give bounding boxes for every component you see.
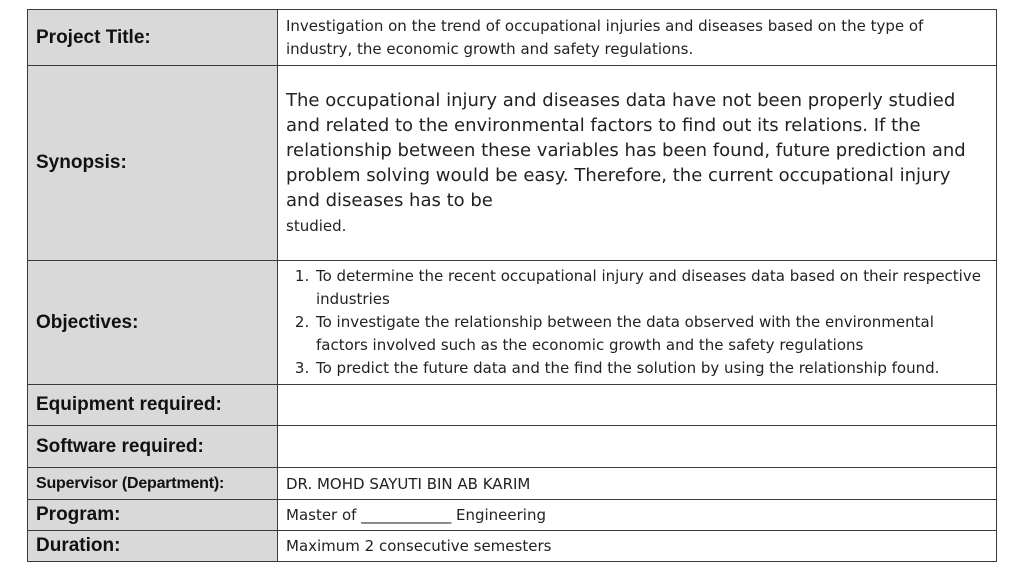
objective-item: 3. To predict the future data and the find the solution by using the relationship found. — [314, 357, 986, 380]
objectives-list — [286, 265, 986, 380]
supervisor-label: Supervisor (Department): — [28, 468, 278, 500]
row-program — [28, 500, 997, 531]
row-software — [28, 426, 997, 468]
project-title-value — [278, 10, 997, 66]
synopsis-label: Synopsis: — [28, 66, 278, 261]
project-title-label: Project Title: — [28, 10, 278, 66]
program-label: Program: — [28, 500, 278, 531]
row-objectives — [28, 261, 997, 385]
program-value: Master of ____________ Engineering — [278, 500, 997, 531]
project-form-table — [27, 9, 997, 562]
objective-item: 1. To determine the recent occupational injury and diseases data based on their respective industries — [314, 265, 986, 311]
software-value — [278, 426, 997, 468]
objective-item: 2. To investigate the relationship between the data observed with the environmental factors involved such as the economic growth and the safety regulations — [314, 311, 986, 357]
synopsis-value — [278, 66, 997, 261]
row-duration — [28, 531, 997, 562]
row-synopsis — [28, 66, 997, 261]
synopsis-body: The occupational injury and diseases data have not been properly studied and related to the environmental factors to find out its relations. If the relationship between these variables has been found, future prediction and problem solving would be easy. Therefore, the current occupational injury and diseases has to be — [286, 89, 966, 211]
equipment-value — [278, 385, 997, 426]
synopsis-text — [286, 88, 986, 239]
row-supervisor — [28, 468, 997, 500]
supervisor-value: DR. MOHD SAYUTI BIN AB KARIM — [278, 468, 997, 500]
software-label: Software required: — [28, 426, 278, 468]
row-equipment — [28, 385, 997, 426]
duration-value: Maximum 2 consecutive semesters — [278, 531, 997, 562]
duration-label: Duration: — [28, 531, 278, 562]
project-title-text: Investigation on the trend of occupational injuries and diseases based on the type of industry, the economic growth and safety regulations. — [286, 16, 924, 58]
equipment-label: Equipment required: — [28, 385, 278, 426]
synopsis-tail: studied. — [286, 216, 347, 235]
row-project-title — [28, 10, 997, 66]
objectives-value — [278, 261, 997, 385]
objectives-label: Objectives: — [28, 261, 278, 385]
